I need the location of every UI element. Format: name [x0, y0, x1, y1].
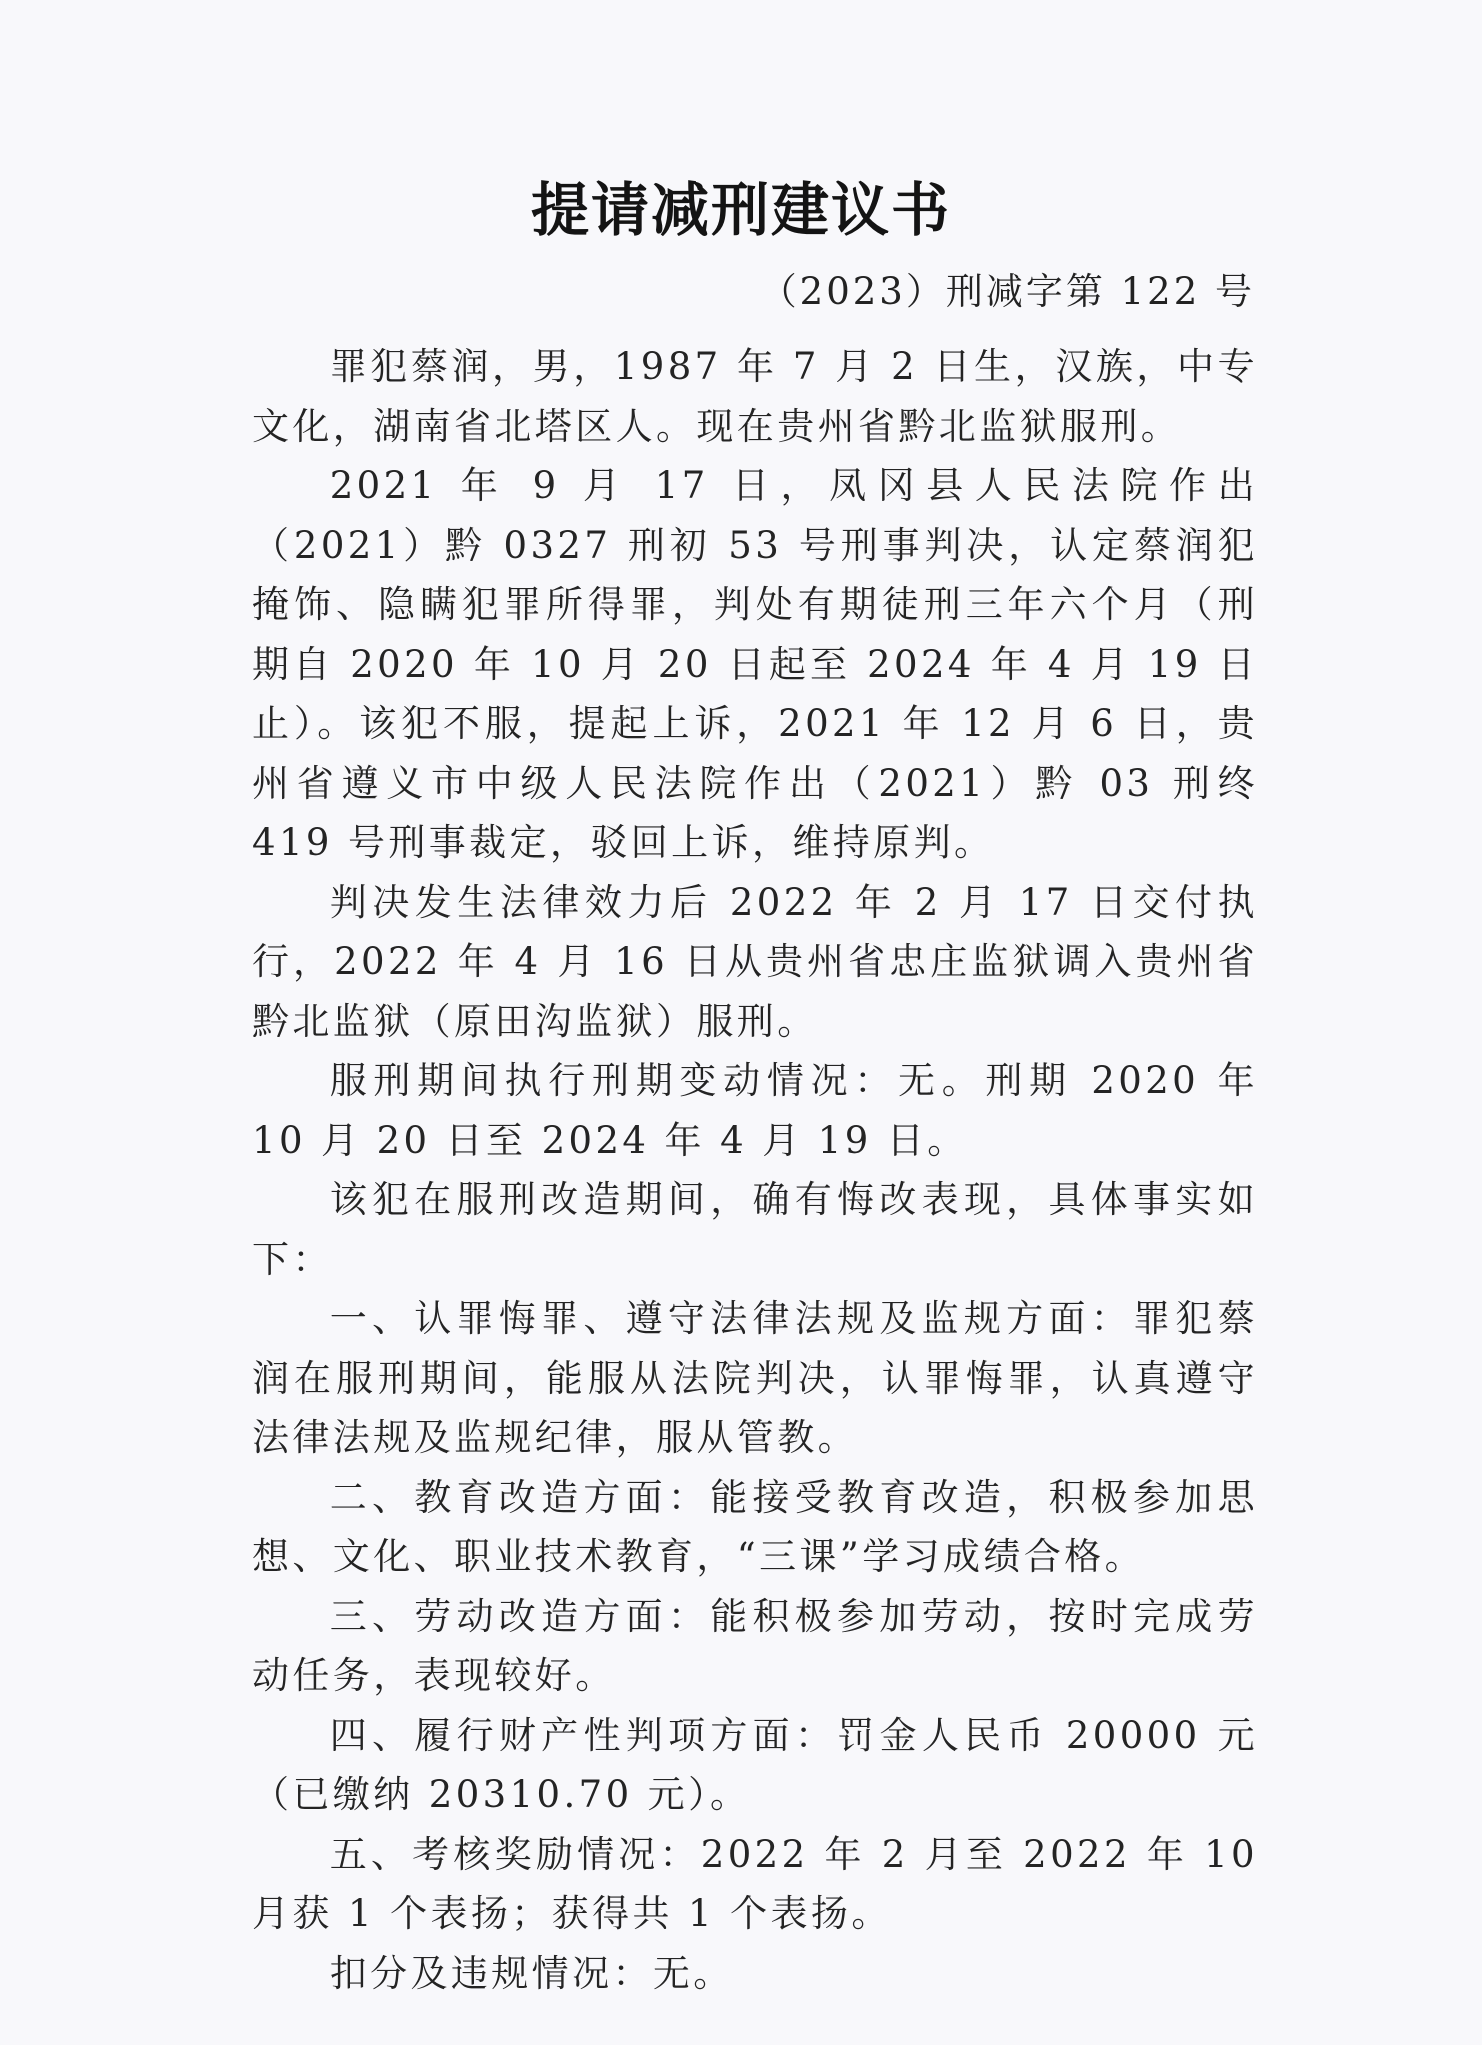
paragraph-judgment: 2021 年 9 月 17 日，凤冈县人民法院作出（2021）黔 0327 刑初 53 号刑事判决，认定蔡润犯掩饰、隐瞒犯罪所得罪，判处有期徒刑三年六个月（刑期自 2020 年 10 月 20 日起至 2024 年 4 月 19 日止）。该犯不服，提起上诉，2021 年 12 月 6 日，贵州省遵义市中级人民法院作出（2021）黔 03 刑终 419 号刑事裁定，驳回上诉，维持原判。	[252, 464, 1258, 864]
paragraph-fact-3: 三、劳动改造方面：能积极参加劳动，按时完成劳动任务，表现较好。	[252, 1594, 1258, 1697]
paragraph-sentence-change: 服刑期间执行刑期变动情况：无。刑期 2020 年 10 月 20 日至 2024 年 4 月 19 日。	[252, 1059, 1258, 1162]
paragraph-personal-info: 罪犯蔡润，男，1987 年 7 月 2 日生，汉族，中专文化，湖南省北塔区人。现在贵州省黔北监狱服刑。	[252, 345, 1258, 448]
document-title: 提请减刑建议书	[530, 176, 951, 244]
paragraph-fact-5: 五、考核奖励情况：2022 年 2 月至 2022 年 10 月获 1 个表扬；获得共 1 个表扬。	[252, 1832, 1258, 1935]
document-body	[252, 337, 1258, 2003]
paragraph-fact-4: 四、履行财产性判项方面：罚金人民币 20000 元 （已缴纳 20310.70 元）。	[252, 1713, 1258, 1816]
paragraph-fact-1: 一、认罪悔罪、遵守法律法规及监规方面：罪犯蔡润在服刑期间，能服从法院判决，认罪悔罪，认真遵守法律法规及监规纪律，服从管教。	[252, 1297, 1258, 1459]
paragraph-intro-facts: 该犯在服刑改造期间，确有悔改表现，具体事实如下：	[252, 1178, 1258, 1281]
paragraph-fact-2: 二、教育改造方面：能接受教育改造，积极参加思想、文化、职业技术教育，“三课”学习成绩合格。	[252, 1475, 1258, 1578]
document-number: （2023）刑减字第 122 号	[759, 270, 1255, 313]
paragraph-deductions: 扣分及违规情况：无。	[329, 1951, 734, 1995]
paragraph-execution: 判决发生法律效力后 2022 年 2 月 17 日交付执行，2022 年 4 月 16 日从贵州省忠庄监狱调入贵州省黔北监狱（原田沟监狱）服刑。	[252, 880, 1258, 1043]
